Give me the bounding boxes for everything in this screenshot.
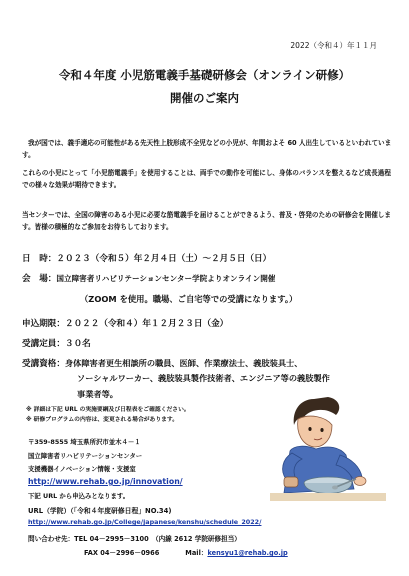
date-label: 日 時： — [22, 254, 57, 264]
intro-paragraph-2: これらの小児にとって「小児筋電義手」を使用することは、両手での動作を可能にし、身体のバランスを整えるなど成長過程での様々な効果が期待できます。 — [22, 169, 391, 189]
contact-fax-row — [84, 547, 288, 557]
date-value: ２０２３（令和５）年２月４日（土）～２月５日（日） — [56, 254, 272, 264]
note-details: ※ 詳細は下記 URL の実施要綱及び日程表をご確認ください。 — [26, 407, 190, 413]
inquiry-label: 問い合わせ先： — [28, 535, 75, 543]
qualification-label: 受講資格： — [22, 359, 65, 369]
college-url-label: URL（学院）（「令和４年度研修日程」NO.34) — [28, 507, 172, 515]
venue-value: 国立障害者リハビリテーションセンター学院よりオンライン開催 — [56, 274, 276, 283]
page-subtitle: 開催のご案内 — [170, 91, 239, 105]
schedule-link[interactable]: http://www.rehab.go.jp/College/japanese/kenshu/schedule_2022/ — [28, 518, 262, 526]
intro-paragraph-1: 我が国では、義手適応の可能性がある先天性上肢形成不全児などの小児が、年間およそ 60 人出生しているといわれています。 — [22, 139, 392, 159]
qualification-line-3: 事業者等。 — [77, 389, 118, 399]
qualification-row — [22, 357, 302, 369]
note-program-change: ※ 研修プログラムの内容は、変更される場合があります。 — [26, 417, 179, 423]
venue-label: 会 場： — [22, 274, 57, 284]
venue-row — [22, 272, 275, 284]
contact-org-1: 国立障害者リハビリテーションセンター — [28, 452, 143, 460]
qualification-line-1: 身体障害者更生相談所の職員、医師、作業療法士、義肢装具士、 — [64, 358, 303, 368]
contact-address: 〒359-8555 埼玉県所沢市並木４－１ — [28, 438, 141, 446]
venue-note: （ZOOM を使用。職場、ご自宅等での受講になります。） — [80, 294, 298, 304]
page-title: 令和４年度 小児筋電義手基礎研修会（オンライン研修） — [58, 68, 351, 82]
contact-fax: FAX 04－2996－0966 — [84, 549, 160, 557]
qualification-line-2: ソーシャルワーカー、義肢装具製作技術者、エンジニア等の義肢製作 — [77, 373, 330, 383]
apply-text: 下記 URL から申込みとなります。 — [28, 492, 130, 500]
capacity-label: 受講定員： — [22, 339, 65, 349]
contact-tel: TEL 04－2995－3100 （内線 2612 学院研修担当） — [74, 535, 241, 543]
capacity-value: ３０名 — [64, 339, 91, 349]
capacity-row — [22, 337, 91, 349]
deadline-value: ２０２２（令和４）年１２月２３日（金） — [64, 319, 229, 329]
deadline-row — [22, 317, 228, 329]
issue-date: 2022（令和４）年１１月 — [290, 41, 377, 50]
schedule-date-row — [22, 252, 271, 264]
intro-paragraph-3: 当センターでは、全国の障害のある小児に必要な筋電義手を届けることができるよう、普及・啓発のための研修会を開催します。皆様の積極的なご参加をお待ちしております。 — [22, 211, 391, 231]
innovation-link[interactable]: http://www.rehab.go.jp/innovation/ — [28, 477, 183, 486]
mail-label: Mail： — [185, 549, 208, 557]
deadline-label: 申込期限： — [22, 319, 65, 329]
contact-org-2: 支援機器イノベーション情報・支援室 — [28, 465, 136, 473]
contact-tel-row — [28, 533, 241, 543]
child-prosthesis-illustration — [270, 393, 386, 501]
contact-mail[interactable]: kensyu1@rehab.go.jp — [207, 549, 288, 557]
